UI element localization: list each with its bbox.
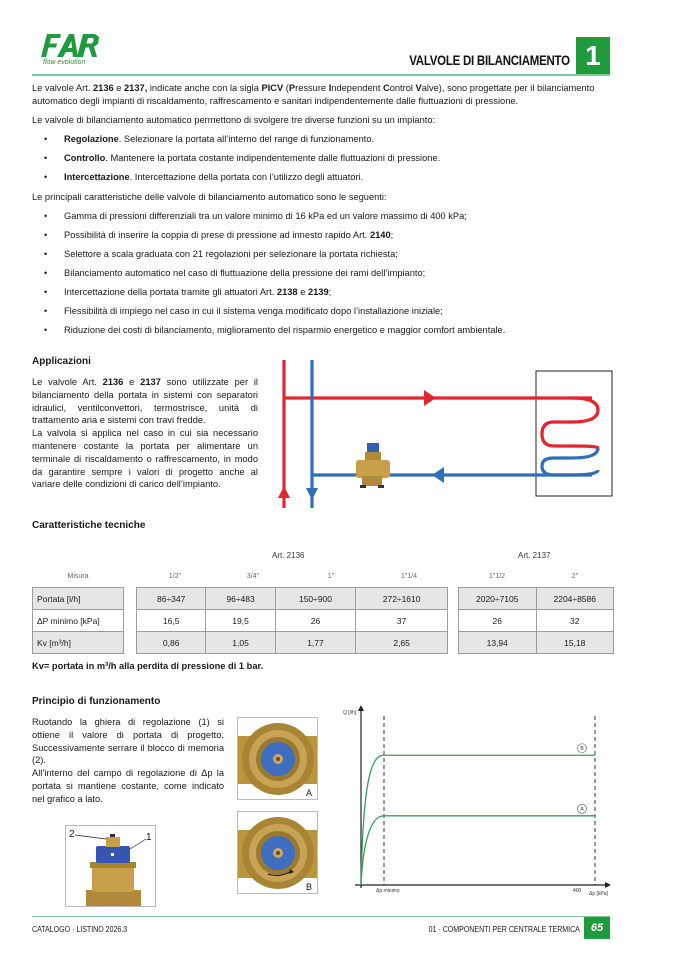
series-line-a [361, 816, 595, 885]
art-2136-label: Art. 2136 [272, 551, 305, 560]
far-logo [33, 33, 103, 69]
table-cell: 1,05 [206, 632, 275, 654]
hydraulic-circuit-diagram [272, 348, 617, 510]
header-divider [32, 74, 610, 76]
row-label: Kv [m³/h] [33, 632, 124, 654]
table-row [137, 632, 448, 654]
section-title: VALVOLE DI BILANCIAMENTO [409, 52, 570, 68]
table-cell: 0,86 [137, 632, 206, 654]
return-flow-arrow-icon [432, 467, 444, 483]
section-number-badge: 1 [576, 37, 610, 74]
spec-row-labels [32, 587, 124, 654]
table-cell: 37 [356, 610, 448, 632]
size-header: 3/4" [246, 573, 260, 580]
far-logo-mark [35, 33, 101, 58]
flow-pressure-chart [335, 702, 620, 902]
table-cell: 13,94 [459, 632, 537, 654]
coil-red [542, 398, 598, 448]
y-axis-label: Q [l/h] [343, 710, 357, 716]
table-row [459, 610, 614, 632]
table-cell: 150÷900 [275, 588, 356, 610]
principle-text-2: All’interno del campo di regolazione di Δp la portata si mantiene costante, come indicato nel grafico a lato. [32, 768, 224, 804]
functions-list [64, 133, 624, 190]
series-label: B [580, 746, 584, 753]
x-tick-label: Δp minimo [376, 888, 400, 894]
table-cell: 32 [536, 610, 614, 632]
valve-photo-b [237, 811, 318, 894]
footer-divider [32, 916, 610, 917]
photo-b-label: B [305, 882, 312, 892]
principle-text-1: Ruotando la ghiera di regolazione (1) si ottiene il valore di portata di progetto. Successivamente serrare il blocco di memoria (2). [32, 717, 224, 766]
footer-section: 01 - COMPONENTI PER CENTRALE TERMICA [428, 925, 580, 934]
feature-item: • Bilanciamento automatico nel caso di fluttuazione della pressione dei rami dell’impianto; [64, 267, 624, 286]
y-axis-arrow-icon [358, 705, 364, 711]
feature-item: • Intercettazione della portata tramite gli attuatori Art. 2138 e 2139; [64, 286, 624, 305]
table-cell: 2020÷7105 [459, 588, 537, 610]
supply-flow-arrow-icon [424, 390, 436, 406]
kv-note: Kv= portata in m³/h alla perdita di pressione di 1 bar. [32, 661, 264, 671]
feature-item: • Riduzione dei costi di bilanciamento, miglioramento del risparmio energetico e maggior comfort ambientale. [64, 324, 624, 343]
feature-item: • Selettore a scala graduata con 21 regolazioni per selezionare la portata richiesta; [64, 248, 624, 267]
intro-paragraph: Le valvole Art. 2136 e 2137, indicate anche con la sigla PICV (Pressure Independent Control Valve), sono progettate per il bilanciamento automatico degli impianti di riscaldamento, raffrescamento e sanitari indipendentemente dalle fluttuazioni di pressione. [32, 83, 595, 106]
table-cell: 2204÷8586 [536, 588, 614, 610]
art-2137-label: Art. 2137 [518, 551, 551, 560]
size-header: 1/2" [168, 573, 182, 580]
x-axis-label: Δp [kPa] [589, 891, 608, 897]
valve-regulation-photo [65, 825, 156, 907]
photo-a-label: A [305, 788, 312, 798]
principle-heading: Principio di funzionamento [32, 696, 161, 707]
table-cell: 26 [459, 610, 537, 632]
function-item: • Regolazione. Selezionare la portata all’interno del range di funzionamento. [64, 133, 624, 152]
page-number: 65 [584, 917, 610, 939]
supply-arrow-up-icon [278, 486, 290, 498]
table-row [137, 588, 448, 610]
size-header: 1"1/2 [488, 573, 506, 580]
table-cell: 1,77 [275, 632, 356, 654]
spec-table-2136 [136, 587, 448, 654]
misura-label: Misura [67, 573, 89, 580]
features-list [64, 210, 624, 343]
table-cell: 2,65 [356, 632, 448, 654]
feature-item: • Flessibilità di impiego nel caso in cui il sistema venga modificato dopo l’installazione iniziale; [64, 305, 624, 324]
valve-photo-a [237, 717, 318, 800]
table-cell: 272÷1610 [356, 588, 448, 610]
function-item: • Controllo. Mantenere la portata costante indipendentemente dalle fluttuazioni di pressione. [64, 152, 624, 171]
size-header: 2" [571, 573, 579, 580]
spec-table-2137 [458, 587, 614, 654]
table-cell: 26 [275, 610, 356, 632]
series-line-b [361, 755, 595, 885]
callout-2: 2 [69, 829, 75, 840]
logo-tagline: flow evolution [43, 59, 86, 66]
row-label: ΔP minimo [kPa] [33, 610, 124, 632]
applications-text: Le valvole Art. 2136 e 2137 sono utilizzate per il bilanciamento della portata in sistemi con separatori idraulici, ventilconvettori, termostrisce, unità di trattamento aria e sistemi con travi fredde. La valvola si applica nel caso in cui sia necessario mantenere costante la portata per alimentare un terminale di riscaldamento o raffrescamento, in modo da garantire sempre i valori di progetto anche al variare delle condizioni di carico dell’impianto. [32, 377, 258, 490]
table-row [459, 632, 614, 654]
series-label: A [580, 806, 584, 813]
applications-heading: Applicazioni [32, 356, 91, 367]
feature-item: • Gamma di pressioni differenziali tra un valore minimo di 16 kPa ed un valore massimo di 400 kPa; [64, 210, 624, 229]
x-tick-label: 400 [573, 888, 582, 894]
footer-catalog: CATALOGO · LISTINO 2026.3 [32, 925, 128, 934]
terminal-unit-box [536, 371, 612, 496]
function-item: • Intercettazione. Intercettazione della portata con l’utilizzo degli attuatori. [64, 171, 624, 190]
callout-1: 1 [146, 832, 152, 843]
principle-text [32, 716, 224, 806]
table-cell: 15,18 [536, 632, 614, 654]
table-row [137, 610, 448, 632]
return-arrow-down-icon [306, 488, 318, 500]
size-header: 1" [327, 573, 335, 580]
x-axis-arrow-icon [605, 882, 611, 888]
row-label: Portata [l/h] [33, 588, 124, 610]
feature-item: • Possibilità di inserire la coppia di prese di pressione ad innesto rapido Art. 2140; [64, 229, 624, 248]
table-cell: 16,5 [137, 610, 206, 632]
table-cell: 19,5 [206, 610, 275, 632]
coil-blue [542, 448, 598, 475]
functions-intro: Le valvole di bilanciamento automatico permettono di svolgere tre diverse funzioni su un impianto: [32, 115, 436, 125]
table-cell: 96÷483 [206, 588, 275, 610]
features-intro: Le principali caratteristiche delle valvole di bilanciamento automatico sono le seguenti: [32, 192, 387, 202]
table-cell: 86÷347 [137, 588, 206, 610]
balancing-valve-icon [356, 443, 390, 488]
table-row [459, 588, 614, 610]
tech-specs-heading: Caratteristiche tecniche [32, 520, 146, 531]
size-header: 1"1/4 [400, 573, 418, 580]
